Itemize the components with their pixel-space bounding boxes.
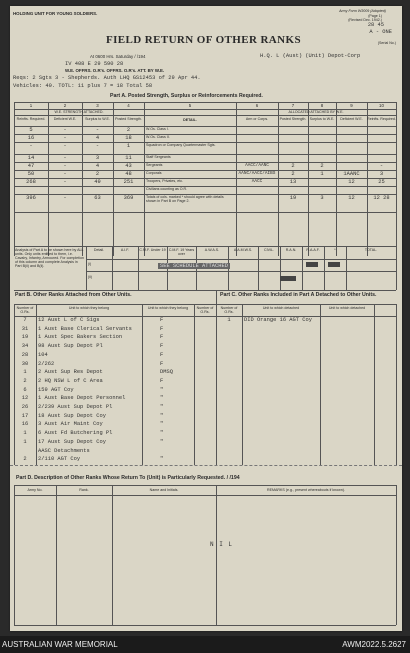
part-c-col-divider (216, 304, 217, 465)
part-b-mark: F (160, 325, 164, 332)
part-a-row-line (14, 212, 396, 213)
part-b-unit: 2/110 AGT Coy (38, 456, 81, 463)
part-b-mark: " (160, 421, 164, 428)
part-a-cell: - (29, 143, 33, 149)
part-a-cell: 251 (123, 179, 134, 185)
part-a-cell: 2 (291, 163, 295, 169)
part-b-unit: 159 AGT Coy (38, 386, 74, 393)
part-c-col-divider (396, 304, 397, 465)
arm-or-corps: AACC/AANC (245, 163, 269, 168)
part-d-col-divider (216, 485, 217, 625)
column-number: 2 (63, 103, 67, 108)
part-b-count: 17 (21, 412, 29, 419)
arm-or-corps: AANC/AACC/AIBS (238, 171, 276, 176)
analysis-row-label: (i) (88, 262, 92, 266)
part-d-header-bottom (14, 495, 396, 496)
right-column-header: Surplus to W.E. (309, 117, 335, 121)
time-line: At 0600 Hrs. Saturday / /194 (90, 54, 146, 59)
part-b-count: 12 (21, 395, 29, 402)
part-b-unit: 12 Aust L of C Sigs (38, 317, 100, 323)
part-b-unit: 18 Aust Sup Depot Coy (38, 412, 106, 419)
left-group-label: W.E. STRENGTH ATTACHED. (54, 110, 104, 114)
analysis-header: TOTAL. (364, 248, 378, 252)
requirements-line: Reqs: 2 Sgts 3 - Shepherds. Auth LHQ GS12453 of 29 Apr 44. (13, 75, 201, 81)
part-b-unit: 1 Aust Base Clerical Servants (38, 325, 132, 332)
analysis-row-label: (ii) (88, 275, 92, 279)
part-a-cell: 396 (26, 195, 36, 201)
part-b-mark: F (160, 334, 164, 341)
part-c-col-divider (374, 304, 375, 465)
part-a-cell: 47 (27, 163, 35, 169)
part-b-mark: " (160, 438, 164, 445)
part-d-header: Army No. (27, 488, 43, 492)
column-number: 3 (96, 103, 99, 108)
part-c-title: Part C. Other Ranks Included in Part A Detached to Other Units. (220, 292, 377, 298)
part-b-mark: F (160, 343, 164, 350)
part-d-header: Rank. (79, 488, 89, 492)
part-a-col-divider (396, 102, 397, 256)
part-a-detail: Staff Sergeants (146, 155, 171, 159)
part-a-detail: Corporals (146, 171, 162, 175)
part-a-cell: 12 28 (373, 195, 390, 201)
vehicles-line: Vehicles: 40. TOTL: 11 plus 7 = 18 Total 58 (13, 83, 153, 89)
part-d-header: Name and Initials. (149, 488, 179, 492)
part-b-unit: 6 Aust Fd Butchering Pl (38, 430, 113, 437)
part-a-cell: 49 (94, 179, 101, 185)
part-b-count: 6 (23, 386, 27, 393)
part-b-unit: 1 Aust Spec Bakers Section (38, 334, 123, 341)
part-a-cell: - (63, 195, 67, 201)
analysis-col-divider (396, 246, 397, 290)
part-b-unit: 3 Aust Air Maint Coy (38, 421, 103, 428)
part-c-header: Unit to which detached (328, 306, 366, 310)
part-b-unit: 2 Aust Sup Res Depot (38, 369, 103, 376)
part-b-mark: F (160, 317, 164, 323)
analysis-col-divider (138, 246, 139, 290)
analysis-header: C.M.F. Under 19 (139, 248, 166, 252)
part-b-count: 2 (23, 377, 27, 384)
part-a-cell: - (63, 155, 67, 161)
part-a-cell: 16 (27, 135, 35, 141)
part-d-col-divider (56, 485, 57, 625)
right-column-header: Posted Strength. (279, 117, 307, 121)
part-d-col-divider (14, 485, 15, 625)
part-a-col-divider (308, 102, 309, 256)
part-b-unit: 2/262 (38, 360, 55, 367)
column-number: 8 (320, 103, 324, 108)
analysis-col-divider (324, 246, 325, 290)
column-number: 6 (255, 103, 259, 108)
part-b-count: 1 (23, 438, 27, 445)
part-b-unit: 2 HQ NSW L of C Area (38, 377, 103, 384)
part-b-header: Number of O.Rs. (16, 306, 34, 314)
redaction-mark (328, 262, 340, 267)
part-b-count: 31 (21, 325, 29, 332)
part-b-unit: 98 Aust Sup Depot Pl (38, 343, 103, 350)
column-number: 10 (379, 103, 384, 108)
part-a-cell: - (63, 127, 67, 133)
part-a-cell: - (95, 143, 100, 149)
right-group-label: ALLOCATED ATTACHED BY W.E. (288, 110, 344, 114)
redaction-mark (280, 276, 296, 281)
analysis-header: A.A.M.W.S. (233, 248, 253, 252)
number-stamp: 28 45 (367, 22, 384, 28)
part-a-cell: 369 (123, 195, 134, 201)
part-b-unit: AASC Detachments (38, 447, 90, 454)
form-page: (Page 1) (368, 14, 382, 18)
unit-name-header: HOLDING UNIT FOR YOUNG SOLDIERS. (13, 11, 98, 16)
part-c-header: Unit to which detached (262, 306, 300, 310)
part-a-cell: 11 (125, 155, 132, 161)
part-a-cell: 268 (26, 179, 36, 185)
analysis-header: A.I.F. (120, 248, 130, 252)
analysis-header: A.W.A.S. (204, 248, 220, 252)
part-b-mark: " (160, 404, 164, 410)
part-a-cell: 48 (125, 171, 132, 177)
part-d-header: REMARKS (e.g., present whereabouts if known). (267, 488, 345, 492)
part-c-col-divider (320, 304, 321, 465)
analysis-col-divider (302, 246, 303, 290)
analysis-col-divider (258, 246, 259, 290)
part-b-mark: F (160, 351, 164, 358)
part-b-title: Part B. Other Ranks Attached from Other Units. (15, 292, 132, 298)
rule-line (14, 115, 396, 116)
part-b-header-top (14, 304, 396, 305)
left-column-header: Posted Strength. (115, 117, 142, 121)
column-number: 5 (188, 103, 192, 108)
part-a-cell: - (63, 179, 67, 185)
part-b-header: Unit to which they belong (68, 306, 110, 310)
part-a-col-divider (144, 102, 145, 256)
part-a-cell: - (63, 135, 67, 141)
part-b-mark: DMSQ (160, 369, 173, 376)
analysis-bottom-line (14, 290, 396, 291)
part-a-cell: 4 (95, 135, 100, 141)
left-column-header: Surplus to W.E. (85, 117, 110, 121)
analysis-header: R.A.N. (285, 248, 297, 252)
part-b-mark: F (160, 360, 164, 367)
part-b-mark: " (160, 456, 164, 463)
part-a-cell: 5 (29, 127, 33, 133)
part-a-detail: Sergeants (146, 163, 163, 167)
part-b-mark: " (160, 386, 164, 393)
archive-name: AUSTRALIAN WAR MEMORIAL (2, 640, 118, 649)
part-a-detail: Squadron or Company Quartermaster Sgts. (146, 143, 216, 147)
part-b-col-divider (194, 304, 195, 465)
part-b-mark: " (160, 412, 164, 419)
nil-entry: N I L (210, 541, 234, 548)
part-a-cell: 43 (125, 163, 132, 169)
form-revised: (Revised Dec. 1942.) (348, 18, 382, 22)
part-a-cell: 14 (27, 155, 35, 161)
part-c-count: 1 (227, 317, 231, 323)
schedule-attached-stamp: SEE SCHEDULE ATTACHED (160, 263, 228, 269)
form-reference: Army Form W3009 (Adapted) (339, 9, 386, 13)
part-a-cell: 1 (320, 171, 324, 177)
left-column-header: Deficient W.E. (53, 117, 77, 121)
part-b-unit: 17 Aust Sup Depot Coy (38, 438, 106, 445)
part-b-mark: " (160, 395, 164, 402)
part-d-col-divider (112, 485, 113, 625)
form-title: FIELD RETURN OF OTHER RANKS (106, 34, 301, 46)
part-c-unit: DID Orange 16 AGT Coy (244, 317, 312, 323)
part-b-mark: " (160, 430, 164, 437)
analysis-header: R.A.A.F. (306, 248, 320, 252)
analysis-row-line (86, 271, 396, 272)
part-b-col-divider (36, 304, 37, 465)
part-d-header-top (14, 485, 396, 486)
part-b-count: 1 (23, 430, 27, 437)
part-b-unit: 1 Aust Base Depot Personnel (38, 395, 126, 402)
analysis-note: Analysis of Part A to be shown here by ALL units. Only units entitled to them, i.e. Cavalry, Infantry, Armoured. For completion of this column and complete Analysis in Part B(ii) and B(ii). (15, 248, 84, 268)
part-d-title: Part D. Description of Other Ranks Whose Return To (Unit) is Particularly Requested. / /194 (16, 475, 240, 481)
part-b-count: 16 (21, 421, 29, 428)
part-a-cell: - (63, 143, 67, 149)
part-b-header: Unit to which they belong (147, 306, 189, 310)
serial-no-label: (Serial No.) (377, 41, 396, 45)
part-b-count: 34 (21, 343, 29, 350)
analysis-top-line (14, 246, 396, 247)
column-number: 1 (29, 103, 33, 108)
analysis-col-divider (346, 246, 347, 290)
part-c-col-divider (242, 304, 243, 465)
part-a-cell: 12 (348, 179, 355, 185)
column-number: 7 (291, 103, 295, 108)
part-b-count: 7 (23, 317, 27, 323)
part-a-detail: W.Os. Class I. (146, 127, 169, 131)
part-a-cell: 50 (27, 171, 35, 177)
column-number: 9 (350, 103, 353, 108)
column-number: 4 (127, 103, 130, 108)
part-a-cell: - (63, 171, 67, 177)
part-d-bottom (14, 625, 396, 626)
part-b-col-divider (142, 304, 143, 465)
detail-header: DETAIL. (183, 118, 197, 122)
analysis-header-line (86, 259, 396, 260)
part-a-cell: 3 (379, 171, 384, 177)
part-a-cell: - (63, 163, 67, 169)
archive-footer (0, 636, 410, 653)
part-a-cell: 25 (378, 179, 385, 185)
part-d-col-divider (396, 485, 397, 625)
part-a-cell: 2 (320, 163, 324, 169)
part-a-cell: 12 (348, 195, 355, 201)
part-a-detail: Troopers, Privates, etc. (146, 179, 184, 183)
part-a-cell: - (379, 163, 384, 169)
right-column-header: Arm or Corps. (245, 117, 269, 121)
part-b-count: 26 (21, 404, 29, 410)
right-column-header: Reinfts. Required. (367, 117, 396, 121)
part-a-cell: 3 (320, 195, 324, 201)
part-b-count: 1 (23, 369, 27, 376)
part-a-cell: 3 (95, 155, 100, 161)
part-b-header: Number of O.Rs. (196, 306, 214, 314)
part-a-detail: Civilians counting as O.R. (146, 187, 188, 191)
left-column-header: Reinfts. Required. (16, 117, 46, 121)
part-b-unit: 104 (38, 351, 48, 358)
part-c-header: Number of O.Rs. (220, 306, 238, 314)
part-a-cell: 4 (95, 163, 100, 169)
part-a-cell: 2 (95, 171, 100, 177)
perforation-line (10, 465, 402, 466)
part-b-count: 2 (23, 456, 27, 463)
part-a-cell: 19 (289, 195, 297, 201)
part-b-mark: F (160, 377, 164, 384)
part-b-count: 28 (21, 351, 29, 358)
part-a-cell: 2 (126, 127, 131, 133)
serial-value: A - ONE (369, 29, 392, 35)
part-a-cell: 2 (291, 171, 295, 177)
part-a-title: Part A. Posted Strength, Surplus or Reinforcements Required. (110, 93, 263, 99)
we-line: W.E. OFFRS. O.R's. OFFRS. O.R's. ATT. BY W.E. (65, 68, 165, 73)
analysis-header: * (334, 248, 336, 252)
accession-number: AWM2022.5.2627 (342, 640, 406, 649)
right-column-header: Deficient W.E. (340, 117, 363, 121)
part-a-detail: W.Os. Class II. (146, 135, 170, 139)
part-a-cell: 63 (94, 195, 101, 201)
part-b-count: 30 (21, 360, 29, 367)
part-a-cell: 18 (125, 135, 132, 141)
part-a-detail: Totals of cols. marked * should agree with details shown in Part B on Page 2. (146, 195, 224, 204)
analysis-col-divider (280, 246, 281, 290)
analysis-header: C.M.F. 19 Years over (168, 248, 195, 256)
part-a-cell: - (95, 127, 100, 133)
analysis-col-divider (86, 246, 87, 290)
analysis-col-divider (112, 246, 113, 290)
part-b-count: 19 (21, 334, 29, 341)
redaction-mark (306, 262, 318, 267)
analysis-header: CIVIL. (264, 248, 274, 252)
we-values: IV 408 E 29 590 28 (65, 61, 124, 67)
part-a-cell: 1AANC (343, 171, 360, 177)
unit-line: H.Q. L (Aust) (Unit) Depot-Corp (260, 53, 361, 59)
form-sheet (10, 6, 402, 631)
part-b-unit: 2/239 Aust Sup Depot Pl (38, 404, 113, 410)
part-a-cell: 13 (289, 179, 297, 185)
arm-or-corps: AACC (251, 179, 263, 184)
analysis-header: Detail. (93, 248, 105, 252)
part-a-cell: 1 (126, 143, 131, 149)
